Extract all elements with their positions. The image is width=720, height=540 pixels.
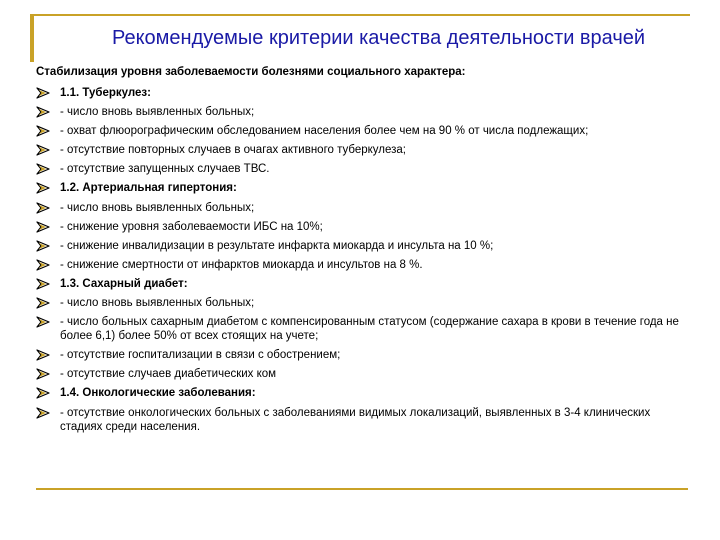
list-item [36, 105, 686, 119]
criteria-list [36, 86, 686, 439]
arrow-bullet-icon [36, 163, 50, 175]
arrow-bullet-icon [36, 316, 50, 328]
list-item-text: - число вновь выявленных больных; [60, 106, 255, 119]
list-item [36, 86, 686, 100]
arrow-bullet-icon [36, 240, 50, 252]
arrow-bullet-icon [36, 125, 50, 137]
list-item-text: - отсутствие онкологических больных с заболеваниями видимых локализаций, выявленных в 3-4 клинических стадиях среди населения. [60, 406, 651, 433]
title-frame-top-line [30, 14, 690, 16]
list-item-text: - снижение уровня заболеваемости ИБС на 10%; [60, 220, 323, 233]
list-item-text: 1.1. Туберкулез: [60, 87, 151, 99]
list-item-text: - отсутствие запущенных случаев ТВС. [60, 163, 270, 176]
list-item [36, 277, 686, 291]
list-item-text: - число вновь выявленных больных; [60, 201, 255, 214]
list-item [36, 386, 686, 400]
list-item-text: - снижение смертности от инфарктов миокарда и инсультов на 8 %. [60, 258, 423, 271]
list-item [36, 162, 686, 176]
list-item [36, 296, 686, 310]
arrow-bullet-icon [36, 297, 50, 309]
arrow-bullet-icon [36, 407, 50, 419]
list-item [36, 315, 686, 343]
list-item [36, 258, 686, 272]
title-frame-left-bar [30, 14, 34, 62]
list-item [36, 124, 686, 138]
list-item [36, 367, 686, 381]
list-item-text: - число больных сахарным диабетом с компенсированным статусом (содержание сахара в крови в течение года не более 6,1) более 50% от всех стоящих на учете; [60, 316, 679, 343]
arrow-bullet-icon [36, 144, 50, 156]
list-item-text: 1.3. Сахарный диабет: [60, 277, 188, 290]
section-subtitle: Стабилизация уровня заболеваемости болезнями социального характера: [36, 66, 466, 78]
arrow-bullet-icon [36, 106, 50, 118]
list-item-text: 1.4. Онкологические заболевания: [60, 387, 256, 400]
arrow-bullet-icon [36, 278, 50, 290]
list-item-text: 1.2. Артериальная гипертония: [60, 182, 237, 195]
list-item-text: - охват флюорографическим обследованием населения более чем на 90 % от числа подлежащих; [60, 125, 589, 138]
list-item-text: - отсутствие случаев диабетических ком [60, 368, 277, 381]
arrow-bullet-icon [36, 387, 50, 399]
list-item [36, 220, 686, 234]
list-item [36, 143, 686, 157]
list-item [36, 201, 686, 215]
arrow-bullet-icon [36, 87, 50, 99]
arrow-bullet-icon [36, 259, 50, 271]
arrow-bullet-icon [36, 221, 50, 233]
list-item-text: - отсутствие повторных случаев в очагах активного туберкулеза; [60, 144, 407, 157]
arrow-bullet-icon [36, 202, 50, 214]
list-item [36, 239, 686, 253]
list-item-text: - снижение инвалидизации в результате инфаркта миокарда и инсульта на 10 %; [60, 239, 494, 252]
page-title: Рекомендуемые критерии качества деятельности врачей [112, 27, 646, 49]
list-item [36, 348, 686, 362]
arrow-bullet-icon [36, 368, 50, 380]
arrow-bullet-icon [36, 182, 50, 194]
arrow-bullet-icon [36, 349, 50, 361]
bottom-divider-line [36, 488, 688, 490]
list-item [36, 406, 686, 434]
list-item-text: - отсутствие госпитализации в связи с обострением; [60, 349, 341, 362]
list-item [36, 181, 686, 195]
list-item-text: - число вновь выявленных больных; [60, 297, 255, 310]
